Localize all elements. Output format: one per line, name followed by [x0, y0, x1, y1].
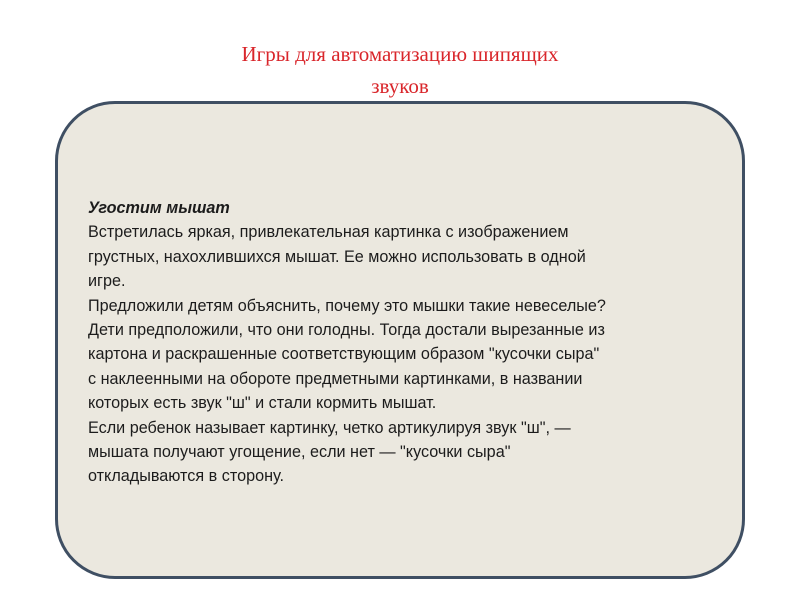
card-text-line: Встретилась яркая, привлекательная картинка с изображением	[88, 223, 569, 242]
content-card	[55, 101, 745, 579]
card-text-line: с наклеенными на обороте предметными картинками, в названии	[88, 369, 583, 388]
card-text-line: Если ребенок называет картинку, четко артикулируя звук "ш", —	[88, 418, 571, 437]
card-text-line: игре.	[88, 272, 126, 291]
slide-title	[150, 38, 650, 102]
card-text-line: Дети предположили, что они голодны. Тогда достали вырезанные из	[88, 321, 605, 340]
card-text-line: откладываются в сторону.	[88, 467, 284, 486]
card-heading: Угостим мышат	[88, 199, 230, 217]
card-text-line: картона и раскрашенные соответствующим образом "кусочки сыра"	[88, 345, 600, 364]
card-text	[88, 196, 718, 489]
card-text-line: которых есть звук "ш" и стали кормить мышат.	[88, 394, 437, 413]
card-text-line: грустных, нахохлившихся мышат. Ее можно использовать в одной	[88, 247, 586, 266]
card-text-line: Предложили детям объяснить, почему это мышки такие невеселые?	[88, 296, 606, 315]
slide-title-line-2: звуков	[371, 74, 429, 98]
slide-title-line-1: Игры для автоматизацию шипящих	[241, 42, 559, 66]
card-text-line: мышата получают угощение, если нет — "кусочки сыра"	[88, 443, 511, 462]
